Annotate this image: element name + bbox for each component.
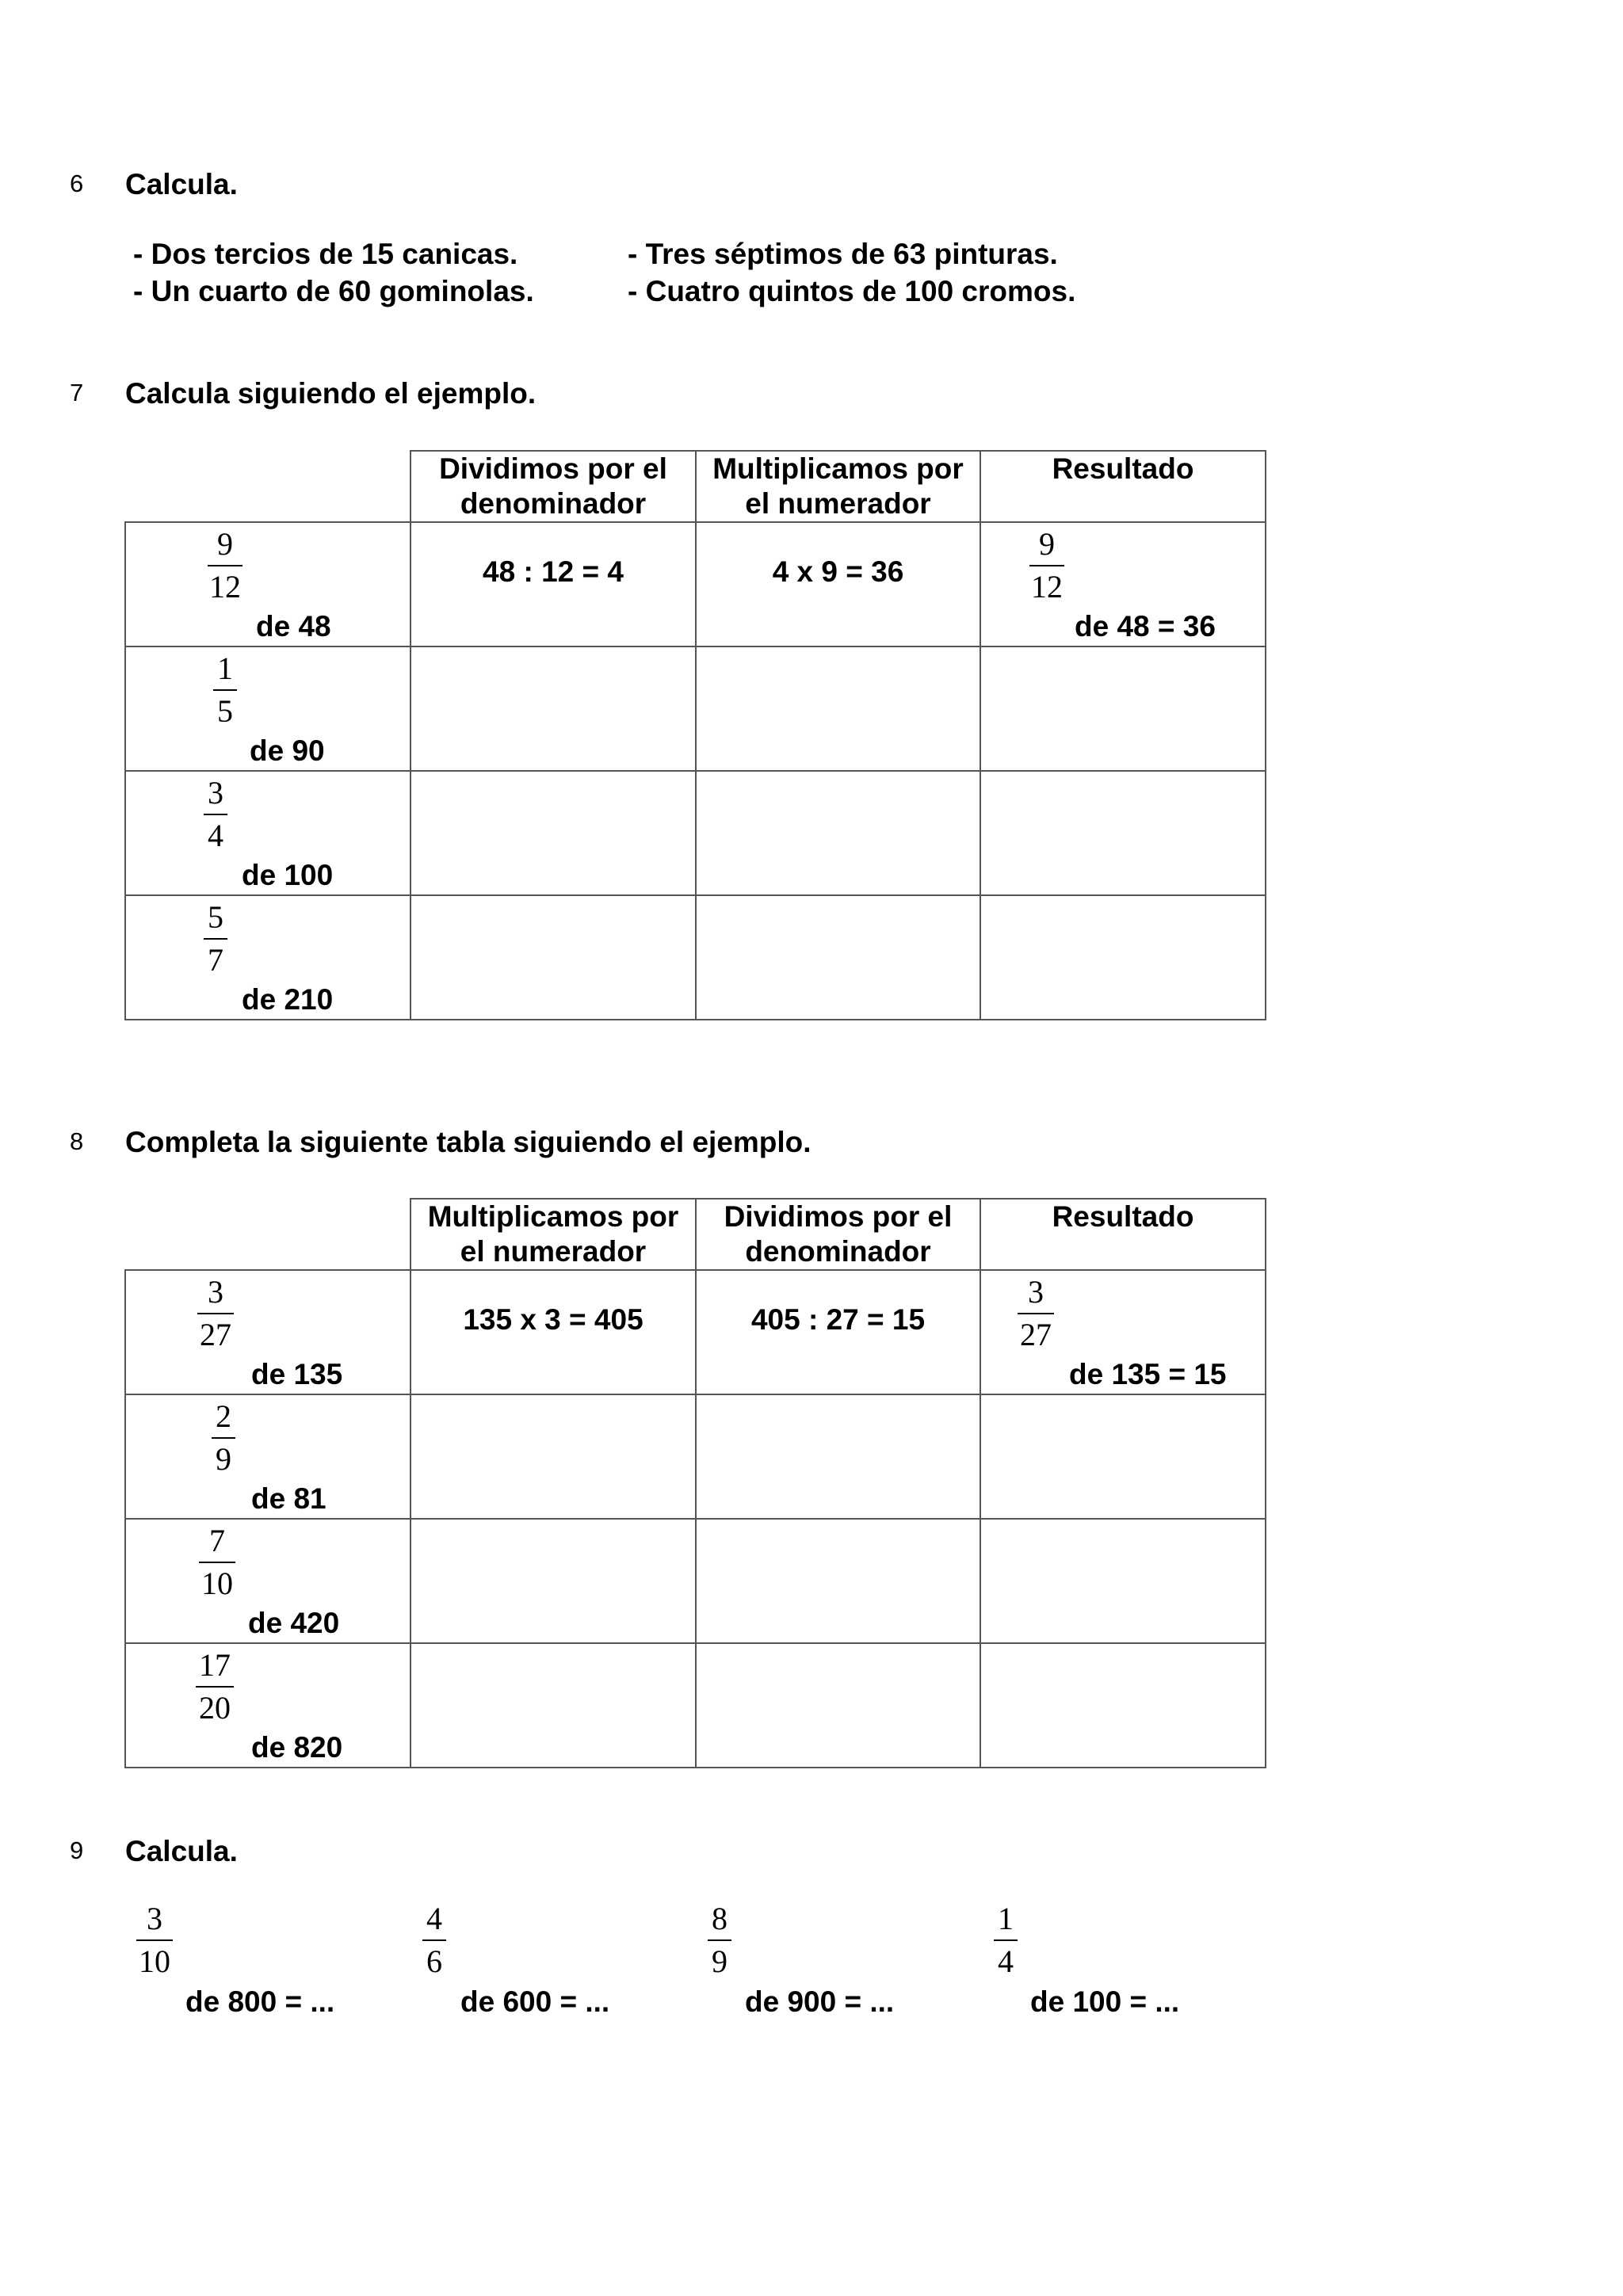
- table-row: [125, 646, 1266, 771]
- exercise-7-title: Calcula siguiendo el ejemplo.: [125, 377, 537, 410]
- result-label: de 48 = 36: [1075, 610, 1216, 643]
- exercise-9-item: de 100 = ...: [1030, 1985, 1180, 2018]
- fraction-of-label: de 210: [242, 983, 334, 1016]
- fraction: 1 4: [994, 1900, 1018, 1981]
- result-cell[interactable]: [980, 1394, 1266, 1519]
- fraction: 7 10: [199, 1522, 235, 1603]
- fraction-of-label: de 81: [251, 1482, 327, 1515]
- table-header-cell: Multiplicamos por el numerador: [411, 1199, 696, 1270]
- table-row: [125, 1270, 1266, 1394]
- exercise-8-table: [124, 1198, 1266, 1768]
- table-row: [125, 1519, 1266, 1643]
- answer-cell[interactable]: [411, 646, 696, 771]
- fraction: 9 12: [209, 526, 241, 605]
- answer-cell[interactable]: 135 x 3 = 405: [411, 1270, 696, 1394]
- fraction-of-label: de 100: [242, 859, 334, 891]
- answer-cell[interactable]: [411, 1394, 696, 1519]
- result-cell[interactable]: [980, 895, 1266, 1020]
- exercise-6-item: - Tres séptimos de 63 pinturas.: [628, 238, 1058, 270]
- fraction-cell: [125, 1519, 411, 1643]
- fraction: 17 20: [196, 1646, 234, 1727]
- exercise-6-item: - Dos tercios de 15 canicas.: [133, 238, 518, 270]
- exercise-9-title: Calcula.: [125, 1835, 238, 1867]
- table-corner: [125, 451, 411, 522]
- answer-cell[interactable]: [696, 646, 980, 771]
- result-cell[interactable]: [980, 1270, 1266, 1394]
- exercise-7-table: [124, 450, 1266, 1020]
- result-cell[interactable]: [980, 1643, 1266, 1768]
- table-row: [125, 1643, 1266, 1768]
- fraction-of-label: de 420: [248, 1607, 340, 1639]
- exercise-9-item: de 800 = ...: [185, 1985, 335, 2018]
- fraction-cell: [125, 522, 411, 646]
- answer-cell[interactable]: [696, 1394, 980, 1519]
- exercise-6-title: Calcula.: [125, 168, 238, 200]
- exercise-9-number: 9: [70, 1836, 84, 1864]
- result-cell[interactable]: [980, 1519, 1266, 1643]
- fraction: 8 9: [708, 1900, 731, 1981]
- exercise-9-item: de 600 = ...: [460, 1985, 610, 2018]
- answer-cell[interactable]: [696, 771, 980, 895]
- exercise-8-title: Completa la siguiente tabla siguiendo el ejemplo.: [125, 1126, 812, 1158]
- exercise-6-item: - Un cuarto de 60 gominolas.: [133, 275, 534, 307]
- fraction: 3 27: [197, 1273, 234, 1354]
- answer-cell[interactable]: 48 : 12 = 4: [411, 522, 696, 646]
- fraction-of-label: de 820: [251, 1731, 343, 1764]
- answer-cell[interactable]: [696, 1643, 980, 1768]
- answer-cell[interactable]: [696, 895, 980, 1020]
- fraction-cell: [125, 771, 411, 895]
- table-header-cell: Dividimos por el denominador: [696, 1199, 980, 1270]
- table-row: [125, 771, 1266, 895]
- exercise-6-number: 6: [70, 170, 84, 197]
- result-label: de 135 = 15: [1069, 1358, 1227, 1390]
- table-corner: [125, 1199, 411, 1270]
- fraction: 5 7: [204, 898, 227, 979]
- table-row: [125, 1394, 1266, 1519]
- exercise-8-number: 8: [70, 1127, 84, 1155]
- answer-cell[interactable]: [411, 1643, 696, 1768]
- table-header-cell: Resultado: [980, 1199, 1266, 1270]
- table-header-cell: Resultado: [980, 451, 1266, 522]
- fraction: 4 6: [422, 1900, 446, 1981]
- result-cell[interactable]: [980, 771, 1266, 895]
- fraction-of-label: de 135: [251, 1358, 343, 1390]
- table-row: [125, 895, 1266, 1020]
- table-header-row: [125, 451, 1266, 522]
- fraction: 2 9: [212, 1398, 235, 1478]
- exercise-6-right-list: [628, 235, 1075, 310]
- answer-cell[interactable]: [411, 895, 696, 1020]
- table-row: [125, 522, 1266, 646]
- table-header-cell: Multiplicamos por el numerador: [696, 451, 980, 522]
- fraction: 3 10: [136, 1900, 173, 1981]
- answer-cell[interactable]: [411, 771, 696, 895]
- exercise-9-item: de 900 = ...: [745, 1985, 895, 2018]
- answer-cell[interactable]: [411, 1519, 696, 1643]
- exercise-6-left-list: [133, 235, 534, 310]
- fraction-cell: [125, 1643, 411, 1768]
- answer-cell[interactable]: 405 : 27 = 15: [696, 1270, 980, 1394]
- fraction-of-label: de 90: [250, 734, 325, 767]
- fraction: 3 27: [1018, 1273, 1054, 1354]
- answer-cell[interactable]: 4 x 9 = 36: [696, 522, 980, 646]
- table-header-row: [125, 1199, 1266, 1270]
- answer-cell[interactable]: [696, 1519, 980, 1643]
- fraction-of-label: de 48: [256, 610, 331, 643]
- fraction: 1 5: [213, 650, 237, 730]
- fraction-cell: [125, 1394, 411, 1519]
- table-header-cell: Dividimos por el denominador: [411, 451, 696, 522]
- result-cell[interactable]: [980, 522, 1266, 646]
- fraction-cell: [125, 895, 411, 1020]
- exercise-7-number: 7: [70, 379, 84, 406]
- fraction-cell: [125, 646, 411, 771]
- result-cell[interactable]: [980, 646, 1266, 771]
- exercise-6-item: - Cuatro quintos de 100 cromos.: [628, 275, 1076, 307]
- fraction-cell: [125, 1270, 411, 1394]
- fraction: 3 4: [204, 774, 227, 855]
- fraction: 9 12: [1031, 526, 1063, 605]
